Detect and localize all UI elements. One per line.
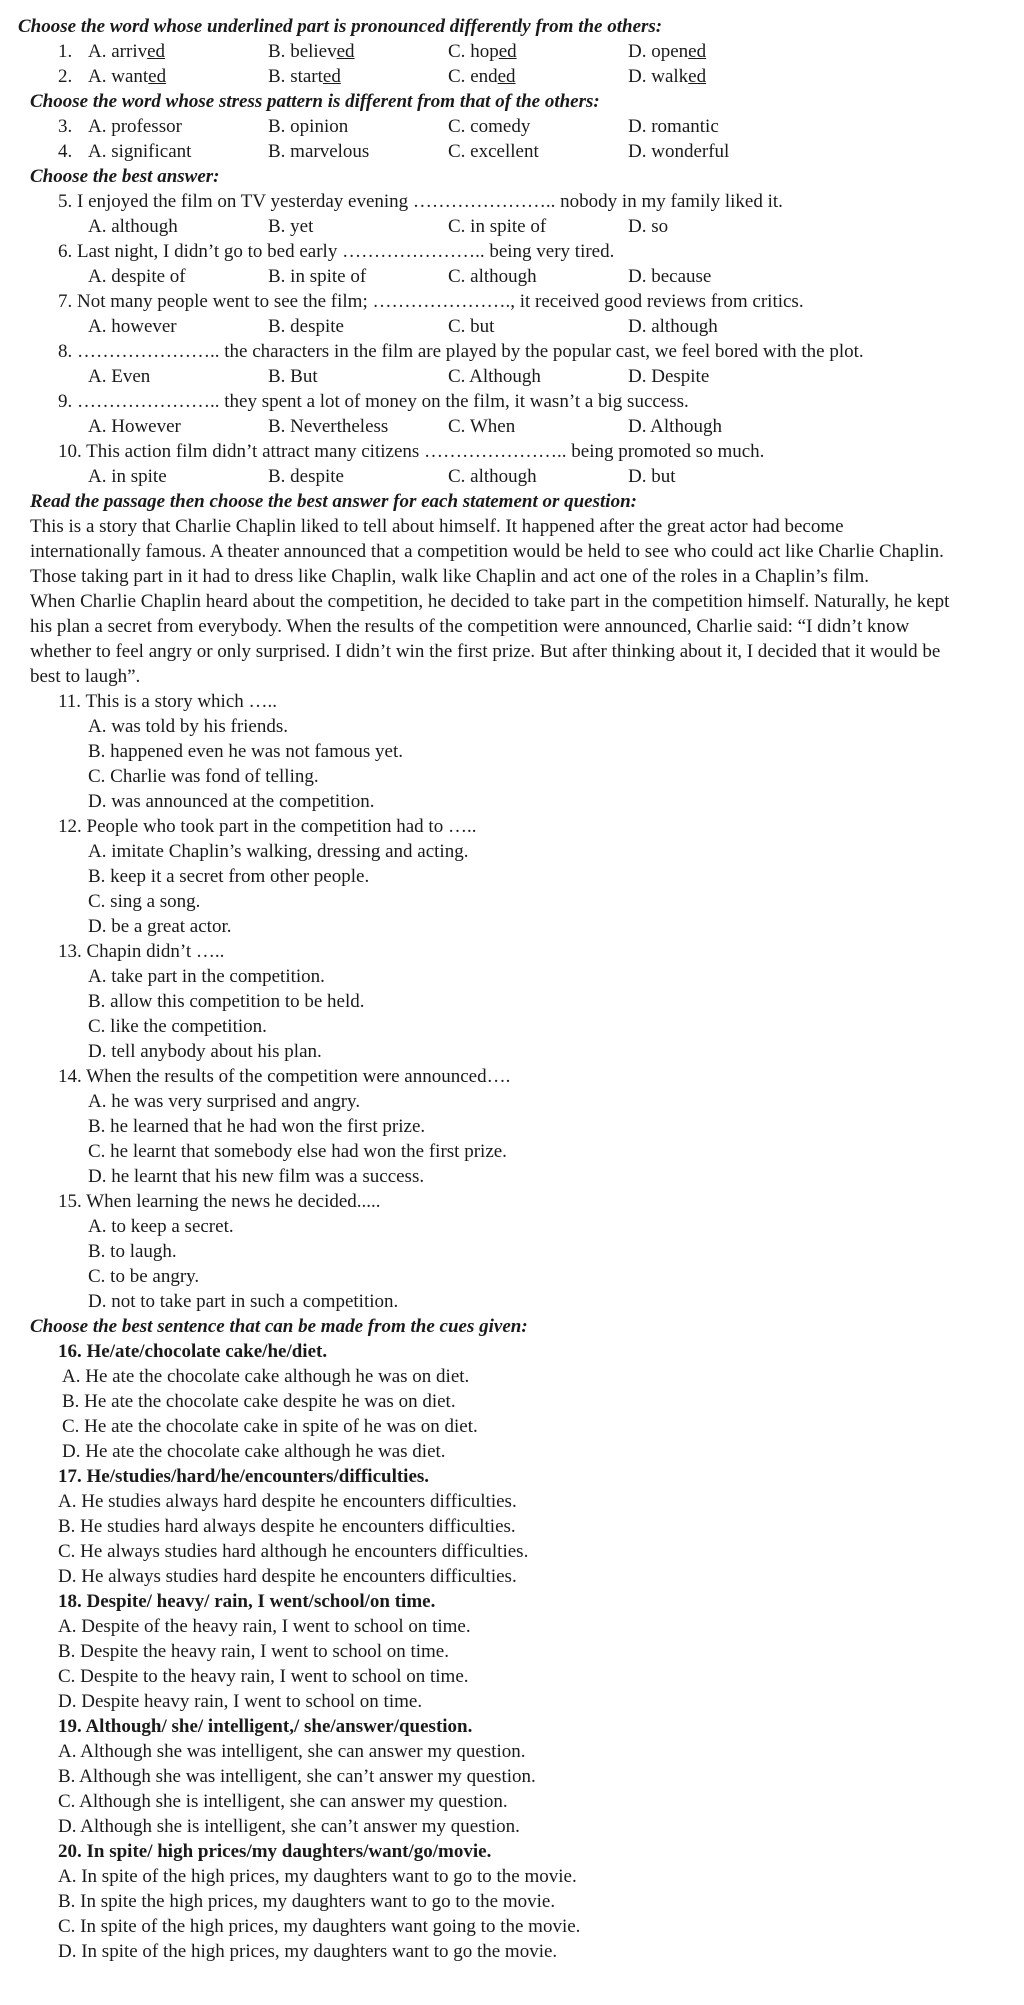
options-row — [0, 214, 1024, 239]
cue-stem: 17. He/studies/hard/he/encounters/difficulties. — [58, 1466, 430, 1487]
cue-stem: 16. He/ate/chocolate cake/he/diet. — [58, 1341, 328, 1362]
option-label: A. — [88, 41, 107, 62]
option-c[interactable] — [448, 39, 517, 64]
option-a[interactable]: A. take part in the competition. — [88, 966, 325, 987]
option-label: A. — [88, 66, 107, 87]
option-a[interactable]: A. to keep a secret. — [88, 1216, 234, 1237]
option-b[interactable]: B. Despite the heavy rain, I went to school on time. — [58, 1641, 449, 1662]
option-b[interactable]: B. In spite the high prices, my daughters want to go to the movie. — [58, 1891, 556, 1912]
word-stem: start — [290, 66, 323, 87]
question-stem: 9. ………………….. they spent a lot of money on the film, it wasn’t a big success. — [58, 391, 689, 412]
underlined-part: ed — [148, 66, 167, 87]
question-stem: 8. ………………….. the characters in the film are played by the popular cast, we feel bored with the plot. — [58, 341, 864, 362]
passage-line: This is a story that Charlie Chaplin liked to tell about himself. It happened after the great actor had become — [30, 516, 844, 537]
option-a[interactable]: A. imitate Chaplin’s walking, dressing and acting. — [88, 841, 469, 862]
options-row — [0, 414, 1024, 439]
underlined-part: ed — [497, 66, 516, 87]
option-d[interactable]: D. tell anybody about his plan. — [88, 1041, 322, 1062]
section-reading-heading: Read the passage then choose the best answer for each statement or question: — [30, 491, 637, 512]
option-d[interactable]: D. Although she is intelligent, she can’t answer my question. — [58, 1816, 520, 1837]
option-d[interactable]: D. He ate the chocolate cake although he was diet. — [62, 1441, 446, 1462]
word-stem: want — [111, 66, 149, 87]
question-row — [0, 114, 1024, 139]
option-a[interactable]: A. In spite of the high prices, my daughters want to go to the movie. — [58, 1866, 577, 1887]
option-c[interactable]: C. excellent — [448, 141, 539, 162]
option-b[interactable] — [268, 39, 355, 64]
word-stem: walk — [651, 66, 689, 87]
option-c[interactable]: C. Although she is intelligent, she can answer my question. — [58, 1791, 508, 1812]
underlined-part: ed — [688, 66, 707, 87]
option-b[interactable]: B. in spite of — [268, 266, 367, 287]
option-b[interactable]: B. Although she was intelligent, she can’t answer my question. — [58, 1766, 536, 1787]
underlined-part: ed — [336, 41, 355, 62]
question-stem: 15. When learning the news he decided..... — [58, 1191, 381, 1212]
passage-line: his plan a secret from everybody. When the results of the competition were announced, Charlie said: “I didn’t know — [30, 616, 910, 637]
option-label: D. — [628, 41, 647, 62]
question-row — [0, 39, 1024, 64]
option-b[interactable]: B. He studies hard always despite he encounters difficulties. — [58, 1516, 516, 1537]
option-d[interactable]: D. he learnt that his new film was a success. — [88, 1166, 425, 1187]
option-c[interactable]: C. In spite of the high prices, my daughters want going to the movie. — [58, 1916, 581, 1937]
option-d[interactable]: D. was announced at the competition. — [88, 791, 375, 812]
options-row — [0, 464, 1024, 489]
option-d[interactable]: D. Although — [628, 416, 722, 437]
question-number: 1. — [58, 41, 73, 62]
options-row — [0, 364, 1024, 389]
word-stem: end — [470, 66, 498, 87]
option-a[interactable]: A. he was very surprised and angry. — [88, 1091, 361, 1112]
option-d[interactable] — [628, 64, 706, 89]
question-row — [0, 64, 1024, 89]
options-row — [0, 314, 1024, 339]
option-a[interactable]: A. Although she was intelligent, she can answer my question. — [58, 1741, 526, 1762]
option-b[interactable]: B. keep it a secret from other people. — [88, 866, 370, 887]
option-a[interactable]: A. professor — [88, 116, 182, 137]
option-c[interactable]: C. he learnt that somebody else had won the first prize. — [88, 1141, 507, 1162]
question-number: 2. — [58, 66, 73, 87]
passage-line: When Charlie Chaplin heard about the competition, he decided to take part in the competition himself. Naturally, he kept — [30, 591, 950, 612]
option-d[interactable]: D. so — [628, 216, 669, 237]
option-a[interactable]: A. He studies always hard despite he encounters difficulties. — [58, 1491, 517, 1512]
option-b[interactable]: B. to laugh. — [88, 1241, 177, 1262]
option-a[interactable] — [88, 64, 166, 89]
question-stem: 5. I enjoyed the film on TV yesterday evening ………………….. nobody in my family liked it. — [58, 191, 783, 212]
options-row — [0, 264, 1024, 289]
option-c[interactable]: C. When — [448, 416, 516, 437]
option-b[interactable]: B. But — [268, 366, 318, 387]
cue-stem: 19. Although/ she/ intelligent,/ she/answer/question. — [58, 1716, 473, 1737]
option-a[interactable]: A. However — [88, 416, 181, 437]
option-a[interactable]: A. Even — [88, 366, 151, 387]
section-best-answer-heading: Choose the best answer: — [30, 166, 220, 187]
cue-stem: 20. In spite/ high prices/my daughters/want/go/movie. — [58, 1841, 492, 1862]
option-d[interactable]: D. He always studies hard despite he encounters difficulties. — [58, 1566, 517, 1587]
option-c[interactable]: C. comedy — [448, 116, 531, 137]
option-d[interactable]: D. not to take part in such a competition. — [88, 1291, 399, 1312]
option-d[interactable]: D. because — [628, 266, 712, 287]
option-b[interactable]: B. He ate the chocolate cake despite he was on diet. — [62, 1391, 456, 1412]
question-stem: 13. Chapin didn’t ….. — [58, 941, 225, 962]
option-c[interactable]: C. Despite to the heavy rain, I went to school on time. — [58, 1666, 469, 1687]
question-stem: 7. Not many people went to see the film; …………………., it received good reviews from critics. — [58, 291, 804, 312]
question-number: 4. — [58, 141, 73, 162]
option-a[interactable]: A. He ate the chocolate cake although he was on diet. — [62, 1366, 470, 1387]
option-a[interactable]: A. in spite — [88, 466, 167, 487]
option-b[interactable] — [268, 64, 341, 89]
option-c[interactable]: C. Charlie was fond of telling. — [88, 766, 319, 787]
option-b[interactable]: B. despite — [268, 466, 344, 487]
section-pronunciation-heading: Choose the word whose underlined part is pronounced differently from the others: — [18, 16, 663, 37]
option-b[interactable]: B. opinion — [268, 116, 349, 137]
option-c[interactable]: C. like the competition. — [88, 1016, 267, 1037]
option-b[interactable]: B. happened even he was not famous yet. — [88, 741, 403, 762]
option-label: C. — [448, 41, 466, 62]
option-b[interactable]: B. yet — [268, 216, 314, 237]
option-c[interactable]: C. although — [448, 466, 537, 487]
option-b[interactable]: B. Nevertheless — [268, 416, 389, 437]
option-d[interactable]: D. wonderful — [628, 141, 730, 162]
question-stem: 12. People who took part in the competition had to ….. — [58, 816, 477, 837]
question-stem: 11. This is a story which ….. — [58, 691, 278, 712]
option-c[interactable]: C. He always studies hard although he encounters difficulties. — [58, 1541, 529, 1562]
option-d[interactable]: D. Despite heavy rain, I went to school on time. — [58, 1691, 423, 1712]
option-b[interactable]: B. he learned that he had won the first prize. — [88, 1116, 426, 1137]
question-row — [0, 139, 1024, 164]
option-b[interactable]: B. marvelous — [268, 141, 370, 162]
underlined-part: ed — [688, 41, 707, 62]
question-number: 3. — [58, 116, 73, 137]
passage-line: internationally famous. A theater announced that a competition would be held to see who could act like Charlie Chaplin. — [30, 541, 944, 562]
section-cues-heading: Choose the best sentence that can be made from the cues given: — [30, 1316, 528, 1337]
passage-line: best to laugh”. — [30, 666, 141, 687]
underlined-part: ed — [498, 41, 517, 62]
option-c[interactable]: C. but — [448, 316, 495, 337]
passage-line: Those taking part in it had to dress like Chaplin, walk like Chaplin and act one of the roles in a Chaplin’s film. — [30, 566, 869, 587]
option-d[interactable]: D. romantic — [628, 116, 719, 137]
option-d[interactable]: D. be a great actor. — [88, 916, 232, 937]
underlined-part: ed — [147, 41, 166, 62]
word-stem: arriv — [111, 41, 148, 62]
option-d[interactable]: D. In spite of the high prices, my daughters want to go the movie. — [58, 1941, 558, 1962]
word-stem: hop — [470, 41, 499, 62]
question-stem: 10. This action film didn’t attract many citizens ………………….. being promoted so much. — [58, 441, 765, 462]
option-a[interactable] — [88, 39, 165, 64]
option-d[interactable]: D. although — [628, 316, 718, 337]
option-c[interactable] — [448, 64, 516, 89]
word-stem: believ — [290, 41, 337, 62]
underlined-part: ed — [322, 66, 341, 87]
section-stress-heading: Choose the word whose stress pattern is different from that of the others: — [30, 91, 600, 112]
option-a[interactable]: A. however — [88, 316, 177, 337]
option-d[interactable]: D. Despite — [628, 366, 710, 387]
question-stem: 6. Last night, I didn’t go to bed early ………………….. being very tired. — [58, 241, 615, 262]
option-d[interactable] — [628, 39, 706, 64]
option-c[interactable]: C. although — [448, 266, 537, 287]
cue-stem: 18. Despite/ heavy/ rain, I went/school/on time. — [58, 1591, 436, 1612]
option-label: D. — [628, 66, 647, 87]
option-label: B. — [268, 66, 286, 87]
option-a[interactable]: A. despite of — [88, 266, 186, 287]
option-a[interactable]: A. although — [88, 216, 178, 237]
option-label: C. — [448, 66, 466, 87]
option-a[interactable]: A. significant — [88, 141, 192, 162]
option-c[interactable]: C. He ate the chocolate cake in spite of he was on diet. — [62, 1416, 478, 1437]
option-a[interactable]: A. Despite of the heavy rain, I went to school on time. — [58, 1616, 471, 1637]
option-c[interactable]: C. sing a song. — [88, 891, 201, 912]
option-a[interactable]: A. was told by his friends. — [88, 716, 289, 737]
option-c[interactable]: C. Although — [448, 366, 541, 387]
option-c[interactable]: C. to be angry. — [88, 1266, 200, 1287]
option-c[interactable]: C. in spite of — [448, 216, 547, 237]
passage-line: whether to feel angry or only surprised. I didn’t win the first prize. But after thinking about it, I decided that it would be — [30, 641, 941, 662]
option-b[interactable]: B. despite — [268, 316, 344, 337]
option-label: B. — [268, 41, 286, 62]
question-stem: 14. When the results of the competition were announced…. — [58, 1066, 511, 1087]
option-b[interactable]: B. allow this competition to be held. — [88, 991, 365, 1012]
option-d[interactable]: D. but — [628, 466, 676, 487]
word-stem: open — [651, 41, 689, 62]
